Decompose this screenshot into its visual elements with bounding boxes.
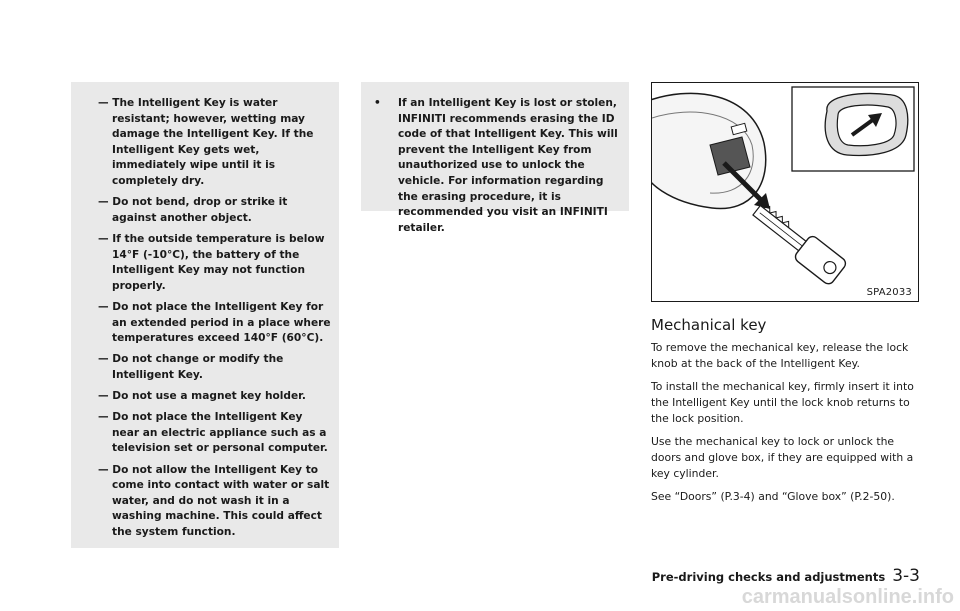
caution-item: — Do not change or modify the Intelligent Key. [98, 353, 284, 381]
intelligent-key-drawing [652, 83, 918, 301]
footer-section-title: Pre-driving checks and adjustments [651, 570, 886, 584]
paragraph-remove-key: To remove the mechanical key, release the lock knob at the back of the Intelligent Key. [651, 341, 909, 370]
caution-item: — Do not allow the Intelligent Key to come into contact with water or salt water, and do not wash it in a washing machine. This could affect the system function. [98, 463, 330, 538]
caution-item: — The Intelligent Key is water resistant; however, wetting may damage the Intelligent Key. If the Intelligent Key gets wet, immediately wipe until it is completely dry. [98, 97, 314, 187]
watermark-logo: carmanualsonline.info [741, 586, 954, 608]
caution-item: — Do not bend, drop or strike it against another object. [98, 196, 288, 224]
bullet-icon: • [374, 97, 381, 109]
caution-item: — Do not place the Intelligent Key near an electric appliance such as a television set or personal computer. [98, 411, 328, 455]
key-illustration [651, 82, 919, 302]
notice-text: If an Intelligent Key is lost or stolen, INFINITI recommends erasing the ID code of that Intelligent Key. This will prevent the Intelligent Key from unauthorized use to unlock the vehicle. For information regarding the erasing procedure, it is recommended you visit an INFINITI retailer. [398, 97, 618, 234]
notice-item [372, 96, 622, 236]
paragraph-install-key: To install the mechanical key, firmly insert it into the Intelligent Key until the lock knob returns to the lock position. [651, 380, 914, 425]
caution-item: — If the outside temperature is below 14°F (-10°C), the battery of the Intelligent Key may not function properly. [98, 232, 325, 292]
caution-list [98, 96, 332, 546]
figure-label: SPA2033 [866, 287, 912, 298]
paragraph-use-key: Use the mechanical key to lock or unlock the doors and glove box, if they are equipped with a key cylinder. [651, 435, 914, 480]
caution-item: — Do not place the Intelligent Key for an extended period in a place where temperatures exceed 140°F (60°C). [98, 300, 331, 345]
caution-item: — Do not use a magnet key holder. [98, 390, 306, 403]
page-footer [652, 566, 920, 586]
paragraph-see-also: See “Doors” (P.3-4) and “Glove box” (P.2-50). [651, 490, 895, 503]
mechanical-key [747, 198, 847, 286]
key-fob-shape [652, 93, 766, 208]
page-number: 3-3 [892, 566, 920, 586]
section-heading: Mechanical key [651, 316, 767, 334]
